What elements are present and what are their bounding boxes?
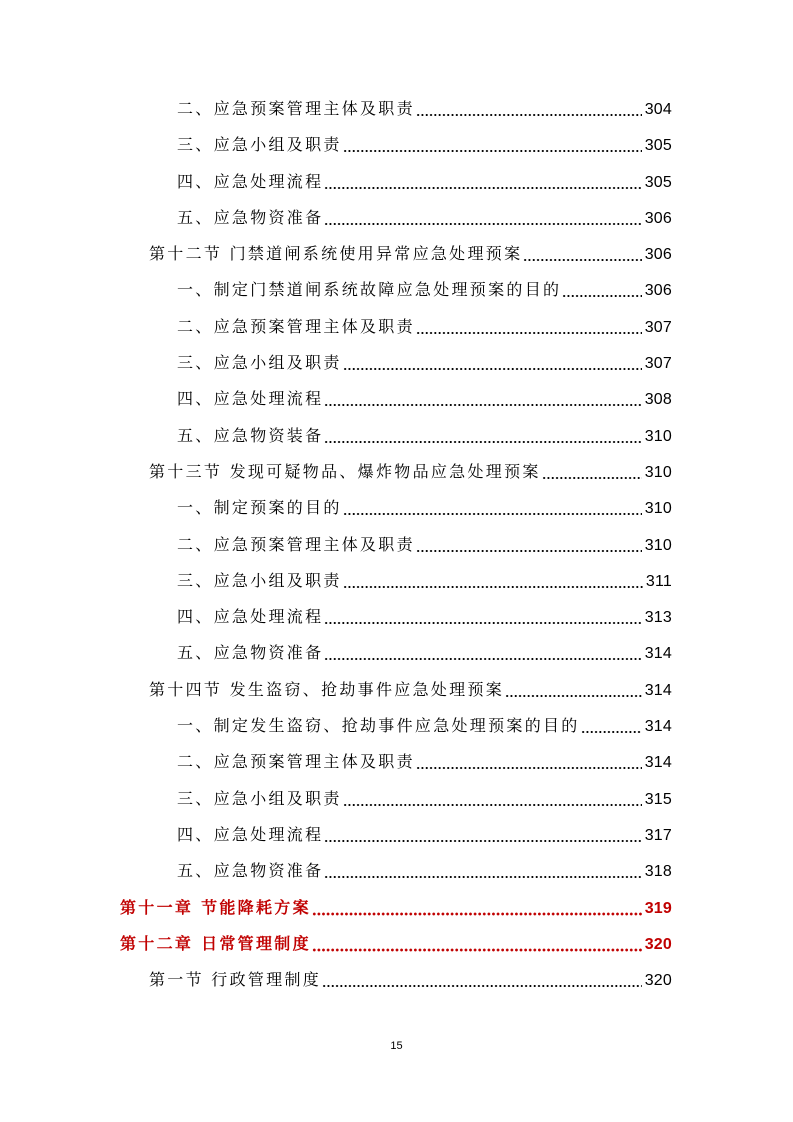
dot-leader	[542, 454, 642, 490]
toc-entry-title: 二、应急预案管理主体及职责	[177, 534, 415, 554]
dot-leader	[324, 635, 641, 671]
toc-entry-page: 314	[644, 754, 672, 772]
dot-leader	[322, 962, 642, 998]
toc-entry-title: 三、应急小组及职责	[177, 570, 342, 590]
toc-entry-page: 310	[644, 463, 672, 481]
toc-entry[interactable]	[0, 91, 672, 127]
toc-entry-page: 310	[644, 536, 672, 554]
toc-entry-page: 314	[644, 718, 672, 736]
toc-entry-page: 308	[644, 391, 672, 409]
toc-section-entry[interactable]	[0, 672, 672, 708]
toc-section-entry[interactable]	[0, 454, 672, 490]
dot-leader	[324, 164, 641, 200]
toc-entry[interactable]	[0, 853, 672, 889]
toc-entry[interactable]	[0, 418, 672, 454]
dot-leader	[312, 890, 642, 926]
toc-entry[interactable]	[0, 490, 672, 526]
dot-leader	[562, 272, 641, 308]
toc-entry-page: 304	[644, 101, 672, 118]
toc-entry-title: 一、制定门禁道闸系统故障应急处理预案的目的	[177, 280, 562, 300]
toc-entry-title: 四、应急处理流程	[177, 824, 324, 844]
dot-leader	[416, 527, 642, 563]
toc-entry-page: 320	[644, 935, 672, 953]
toc-entry-title: 第十二章 日常管理制度	[120, 933, 311, 953]
dot-leader	[324, 200, 641, 236]
dot-leader	[324, 599, 641, 635]
page-number: 15	[390, 1040, 403, 1052]
toc-entry-page: 307	[644, 355, 672, 373]
toc-entry[interactable]	[0, 635, 672, 671]
toc-entry-page: 311	[645, 572, 672, 590]
toc-entry[interactable]	[0, 345, 672, 381]
toc-entry-page: 317	[644, 826, 672, 844]
toc-entry-title: 二、应急预案管理主体及职责	[177, 752, 415, 772]
toc-entry[interactable]	[0, 381, 672, 417]
dot-leader	[324, 381, 641, 417]
toc-entry[interactable]	[0, 708, 672, 744]
toc-entry[interactable]	[0, 599, 672, 635]
dot-leader	[581, 708, 642, 744]
dot-leader	[343, 127, 642, 163]
toc-entry-title: 一、制定预案的目的	[177, 498, 342, 518]
toc-section-entry[interactable]	[0, 236, 672, 272]
toc-entry-page: 305	[644, 137, 672, 155]
toc-entry-title: 二、应急预案管理主体及职责	[177, 316, 415, 336]
toc-entry-title: 四、应急处理流程	[177, 171, 324, 191]
toc-entry-page: 315	[644, 790, 672, 808]
dot-leader	[505, 672, 642, 708]
toc-entry-page: 310	[644, 427, 672, 445]
toc-entry-title: 四、应急处理流程	[177, 389, 324, 409]
toc-entry-title: 三、应急小组及职责	[177, 353, 342, 373]
toc-entry-title: 五、应急物资装备	[177, 425, 324, 445]
toc-entry-title: 第十四节 发生盗窃、抢劫事件应急处理预案	[149, 679, 505, 699]
toc-entry-page: 314	[644, 645, 672, 663]
table-of-contents	[0, 91, 672, 998]
dot-leader	[416, 744, 642, 780]
toc-entry[interactable]	[0, 563, 672, 599]
toc-entry-title: 一、制定发生盗窃、抢劫事件应急处理预案的目的	[177, 716, 580, 736]
toc-entry-title: 三、应急小组及职责	[177, 135, 342, 155]
toc-entry-page: 319	[644, 899, 672, 917]
toc-entry-page: 306	[644, 282, 672, 300]
toc-entry-page: 318	[644, 863, 672, 881]
toc-entry-title: 三、应急小组及职责	[177, 788, 342, 808]
dot-leader	[343, 781, 642, 817]
toc-entry-page: 313	[644, 609, 672, 627]
toc-section-entry[interactable]	[0, 962, 672, 998]
toc-entry-title: 第十三节 发现可疑物品、爆炸物品应急处理预案	[149, 461, 541, 481]
toc-entry-title: 二、应急预案管理主体及职责	[177, 99, 415, 118]
toc-entry[interactable]	[0, 200, 672, 236]
toc-entry-title: 五、应急物资准备	[177, 861, 324, 881]
toc-entry[interactable]	[0, 781, 672, 817]
toc-chapter-entry[interactable]	[0, 926, 672, 962]
toc-entry[interactable]	[0, 164, 672, 200]
toc-entry[interactable]	[0, 744, 672, 780]
toc-entry-page: 306	[644, 209, 672, 227]
toc-entry-page: 310	[644, 500, 672, 518]
dot-leader	[416, 91, 642, 127]
toc-chapter-entry[interactable]	[0, 890, 672, 926]
dot-leader	[343, 563, 643, 599]
toc-entry[interactable]	[0, 272, 672, 308]
dot-leader	[523, 236, 641, 272]
dot-leader	[324, 418, 641, 454]
dot-leader	[343, 345, 642, 381]
toc-entry-title: 第一节 行政管理制度	[149, 970, 322, 990]
toc-entry[interactable]	[0, 527, 672, 563]
dot-leader	[343, 490, 642, 526]
toc-entry[interactable]	[0, 309, 672, 345]
toc-entry-title: 第十一章 节能降耗方案	[120, 897, 311, 917]
toc-entry[interactable]	[0, 127, 672, 163]
toc-entry-title: 五、应急物资准备	[177, 643, 324, 663]
toc-entry-title: 四、应急处理流程	[177, 607, 324, 627]
toc-entry-page: 307	[644, 318, 672, 336]
toc-entry-page: 306	[644, 246, 672, 264]
toc-entry[interactable]	[0, 817, 672, 853]
dot-leader	[312, 926, 642, 962]
toc-entry-page: 314	[644, 681, 672, 699]
dot-leader	[324, 853, 641, 889]
toc-entry-page: 320	[644, 972, 672, 990]
toc-entry-title: 第十二节 门禁道闸系统使用异常应急处理预案	[149, 244, 523, 264]
dot-leader	[324, 817, 641, 853]
toc-entry-page: 305	[644, 173, 672, 191]
toc-entry-title: 五、应急物资准备	[177, 207, 324, 227]
dot-leader	[416, 309, 642, 345]
